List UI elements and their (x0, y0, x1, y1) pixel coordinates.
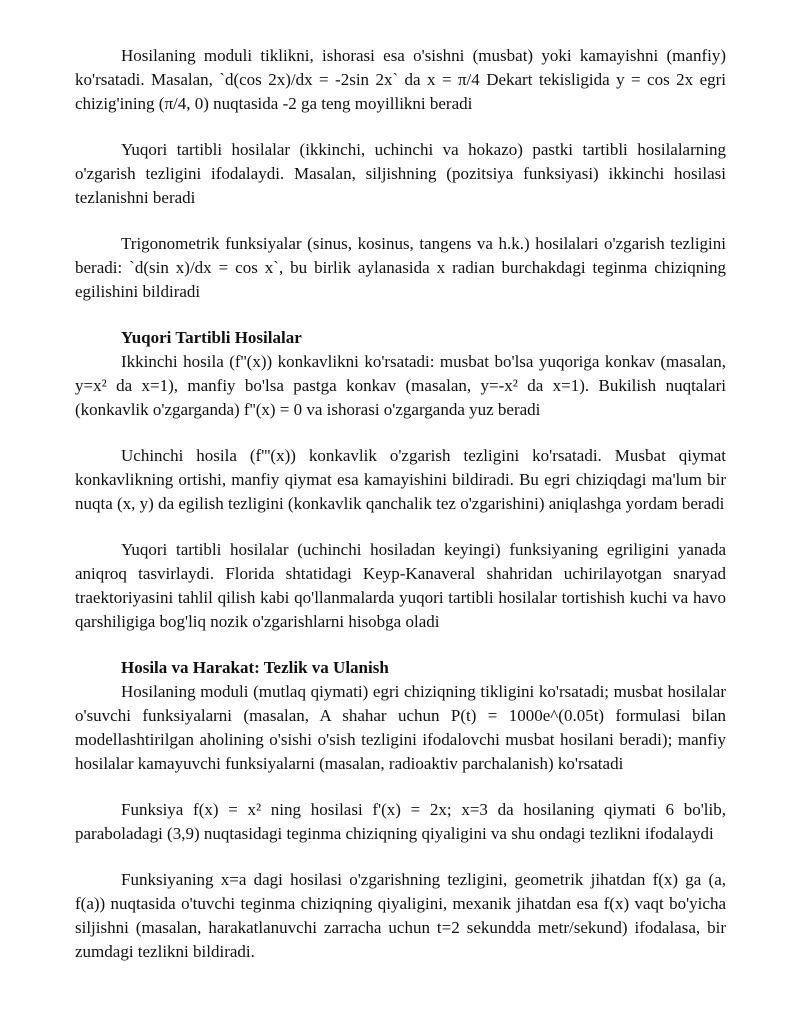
section-heading-higher-order: Yuqori Tartibli Hosilalar (121, 328, 302, 347)
section1-paragraph-2: Uchinchi hosila (f'''(x)) konkavlik o'zgarish tezligini ko'rsatadi. Musbat qiymat konkavlikning ortishi, manfiy qiymat esa kamayishini bildiradi. Bu egri chiziqdagi ma'lum bir nuqta (x, y) da egilish tezligini (konkavlik qanchalik tez o'zgarishini) aniqlashga yordam beradi (75, 446, 726, 513)
section-heading-motion: Hosila va Harakat: Tezlik va Ulanish (121, 658, 389, 677)
intro-paragraph-3: Trigonometrik funksiyalar (sinus, kosinus, tangens va h.k.) hosilalari o'zgarish tezligini beradi: `d(sin x)/dx = cos x`, bu birlik aylanasida x radian burchakdagi teginma chiziqning egilishini bildiradi (75, 234, 726, 301)
section1-paragraph-3: Yuqori tartibli hosilalar (uchinchi hosiladan keyingi) funksiyaning egriligini yanada aniqroq tasvirlaydi. Florida shtatidagi Keyp-Kanaveral shahridan uchirilayotgan snaryad traektoriyasini tahlil qilish kabi qo'llanmalarda yuqori tartibli hosilalar tortishish kuchi va havo qarshiligiga bog'liq nozik o'zgarishlarni hisobga oladi (75, 540, 726, 631)
section2-paragraph-3: Funksiyaning x=a dagi hosilasi o'zgarishning tezligini, geometrik jihatdan f(x) ga (a, f(a)) nuqtasida o'tuvchi teginma chiziqning qiyaligini, mexanik jihatdan esa f(x) vaqt bo'yicha siljishni (masalan, harakatlanuvchi zarracha uchun t=2 sekundda metr/sekund) ifodalasa, bir zumdagi tezlikni bildiradi. (75, 870, 726, 961)
intro-paragraph-2: Yuqori tartibli hosilalar (ikkinchi, uchinchi va hokazo) pastki tartibli hosilalarning o'zgarish tezligini ifodalaydi. Masalan, siljishning (pozitsiya funksiyasi) ikkinchi hosilasi tezlanishni beradi (75, 140, 726, 207)
section1-paragraph-1: Ikkinchi hosila (f''(x)) konkavlikni ko'rsatadi: musbat bo'lsa yuqoriga konkav (masalan, y=x² da x=1), manfiy bo'lsa pastga konkav (masalan, y=-x² da x=1). Bukilish nuqtalari (konkavlik o'zgarganda) f''(x) = 0 va ishorasi o'zgarganda yuz beradi (75, 352, 726, 419)
section2-paragraph-1: Hosilaning moduli (mutlaq qiymati) egri chiziqning tikligini ko'rsatadi; musbat hosilalar o'suvchi funksiyalarni (masalan, A shahar uchun P(t) = 1000e^(0.05t) formulasi bilan modellashtirilgan aholining o'sishi o'sish tezligini ifodalovchi musbat hosilani beradi); manfiy hosilalar kamayuvchi funksiyalarni (masalan, radioaktiv parchalanish) ko'rsatadi (75, 682, 726, 773)
intro-paragraph-1: Hosilaning moduli tiklikni, ishorasi esa o'sishni (musbat) yoki kamayishni (manfiy) ko'rsatadi. Masalan, `d(cos 2x)/dx = -2sin 2x` da x = π/4 Dekart tekisligida y = cos 2x egri chizig'ining (π/4, 0) nuqtasida -2 ga teng moyillikni beradi (75, 46, 726, 113)
section2-paragraph-2: Funksiya f(x) = x² ning hosilasi f'(x) = 2x; x=3 da hosilaning qiymati 6 bo'lib, paraboladagi (3,9) nuqtasidagi teginma chiziqning qiyaligini va shu ondagi tezlikni ifodalaydi (75, 800, 726, 843)
